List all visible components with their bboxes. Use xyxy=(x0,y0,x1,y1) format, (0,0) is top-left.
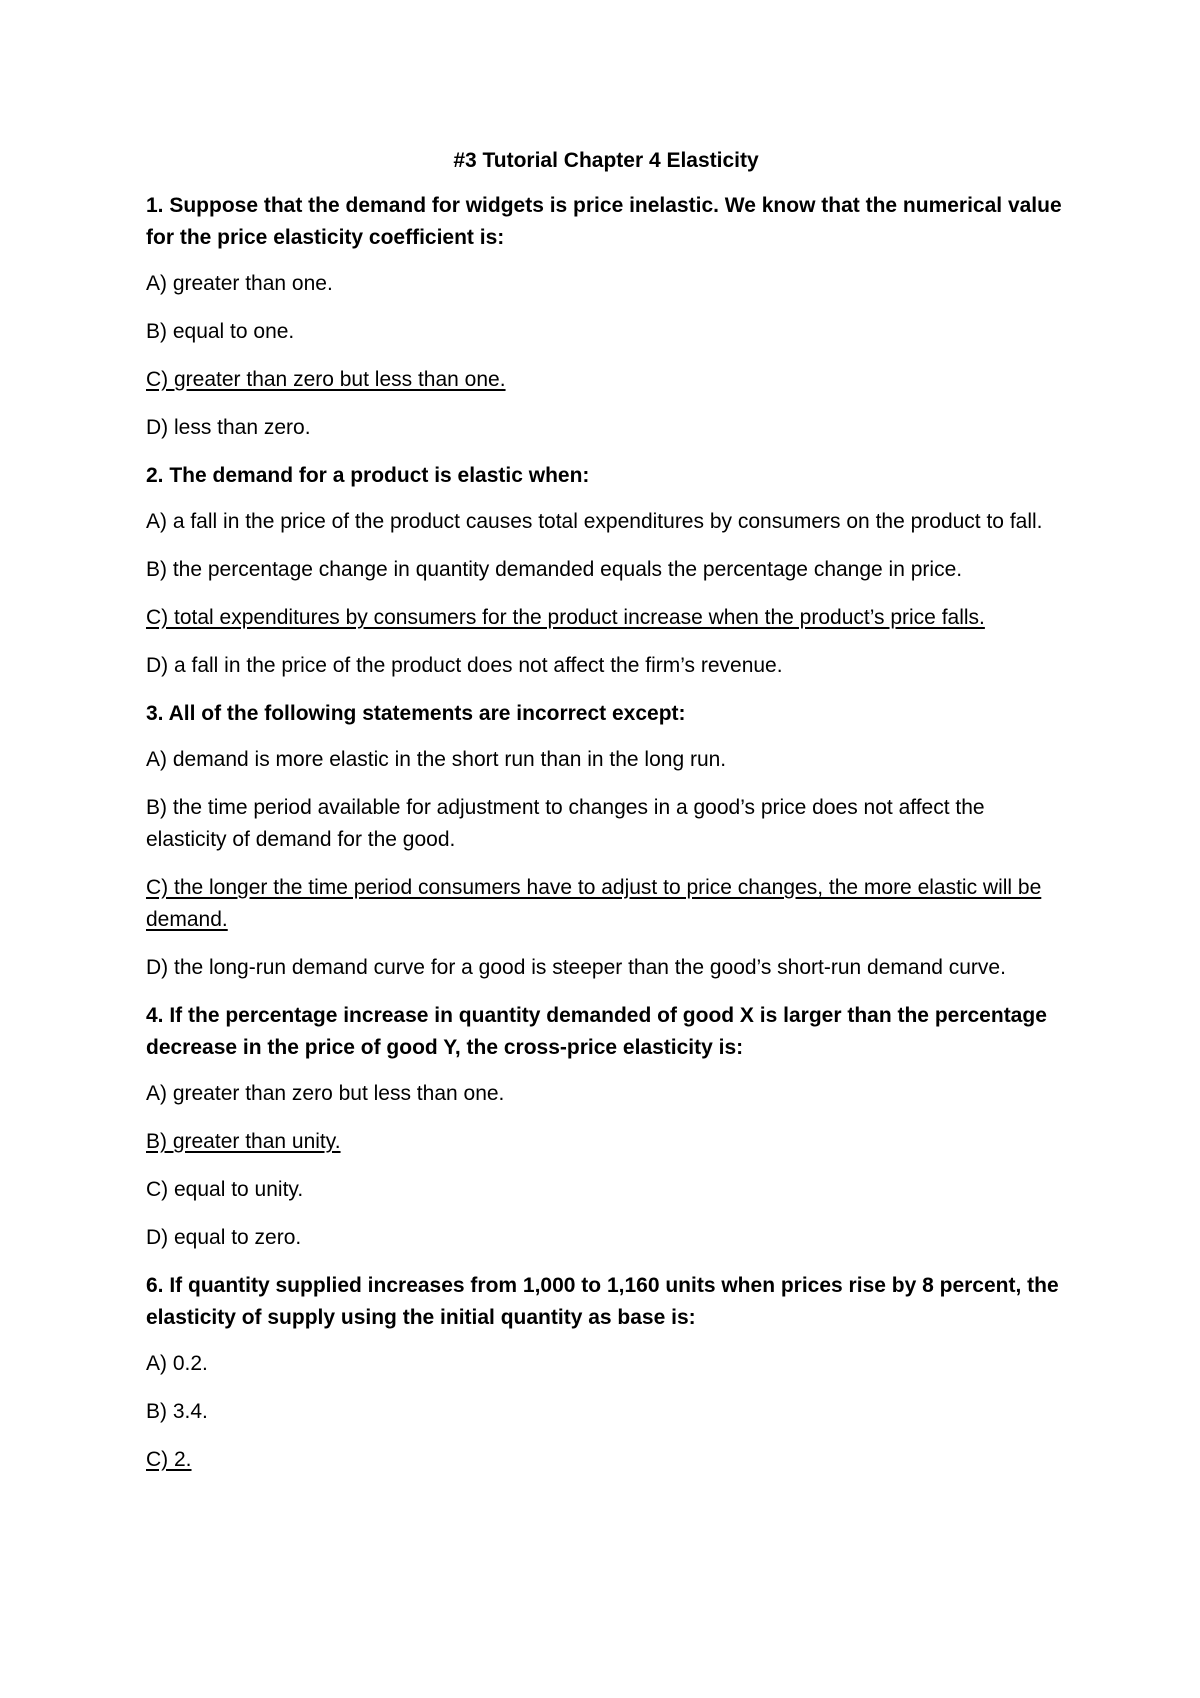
answer-option-correct xyxy=(146,1126,1066,1158)
answer-option xyxy=(146,506,1066,538)
answer-option xyxy=(146,554,1066,586)
answer-option-label: A) a fall in the price of the product causes total expenditures by consumers on the product to fall. xyxy=(146,510,1043,533)
question-list xyxy=(146,190,1066,1476)
document-page xyxy=(146,146,1066,1492)
answer-option xyxy=(146,744,1066,776)
page-title: #3 Tutorial Chapter 4 Elasticity xyxy=(453,149,759,172)
question-5-text: 6. If quantity supplied increases from 1,000 to 1,160 units when prices rise by 8 percent, the elasticity of supply using the initial quantity as base is: xyxy=(146,1274,1059,1329)
answer-option-label: C) total expenditures by consumers for the product increase when the product’s price falls. xyxy=(146,606,985,629)
answer-option-label: A) greater than one. xyxy=(146,272,333,295)
answer-option xyxy=(146,1396,1066,1428)
answer-option xyxy=(146,316,1066,348)
answer-option-label: B) the percentage change in quantity demanded equals the percentage change in price. xyxy=(146,558,963,581)
answer-option xyxy=(146,650,1066,682)
answer-option xyxy=(146,952,1066,984)
answer-option-label: D) the long-run demand curve for a good is steeper than the good’s short-run demand curve. xyxy=(146,956,1006,979)
answer-option-label: B) equal to one. xyxy=(146,320,295,343)
answer-option-label: C) equal to unity. xyxy=(146,1178,304,1201)
answer-option-correct xyxy=(146,364,1066,396)
question-2-text: 2. The demand for a product is elastic when: xyxy=(146,464,590,487)
answer-option-label: B) 3.4. xyxy=(146,1400,208,1423)
answer-option-label: D) equal to zero. xyxy=(146,1226,302,1249)
answer-option xyxy=(146,268,1066,300)
answer-option-label: D) less than zero. xyxy=(146,416,311,439)
answer-option-label: D) a fall in the price of the product does not affect the firm’s revenue. xyxy=(146,654,783,677)
answer-option xyxy=(146,1174,1066,1206)
answer-option-correct xyxy=(146,872,1066,936)
answer-option-label: A) 0.2. xyxy=(146,1352,208,1375)
answer-option xyxy=(146,1222,1066,1254)
answer-option xyxy=(146,792,1066,856)
question-4-text: 4. If the percentage increase in quantity demanded of good X is larger than the percentage decrease in the price of good Y, the cross-price elasticity is: xyxy=(146,1004,1047,1059)
answer-option-label: C) 2. xyxy=(146,1448,192,1471)
answer-option-label: C) the longer the time period consumers have to adjust to price changes, the more elastic will be demand. xyxy=(146,876,1042,931)
answer-option xyxy=(146,1078,1066,1110)
answer-option-correct xyxy=(146,602,1066,634)
answer-option xyxy=(146,412,1066,444)
question-3-text: 3. All of the following statements are incorrect except: xyxy=(146,702,686,725)
answer-option-label: B) the time period available for adjustment to changes in a good’s price does not affect the elasticity of demand for the good. xyxy=(146,796,985,851)
question-1-text: 1. Suppose that the demand for widgets is price inelastic. We know that the numerical value for the price elasticity coefficient is: xyxy=(146,194,1062,249)
answer-option xyxy=(146,1348,1066,1380)
answer-option-label: C) greater than zero but less than one. xyxy=(146,368,506,391)
answer-option-label: A) demand is more elastic in the short run than in the long run. xyxy=(146,748,727,771)
answer-option-label: A) greater than zero but less than one. xyxy=(146,1082,505,1105)
answer-option-label: B) greater than unity. xyxy=(146,1130,341,1153)
answer-option-correct xyxy=(146,1444,1066,1476)
